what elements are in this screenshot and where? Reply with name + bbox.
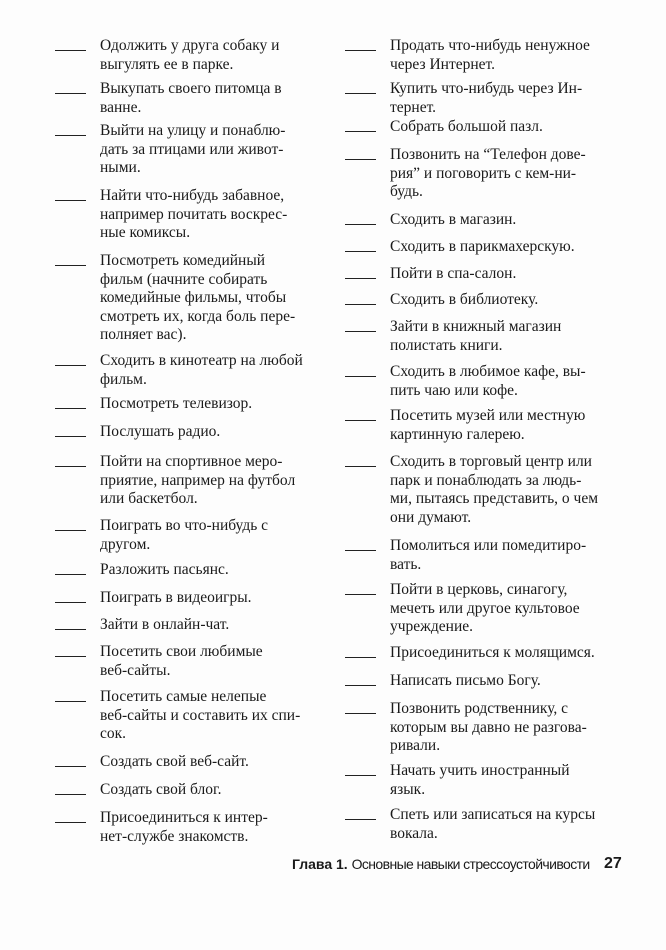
answer-blank[interactable] [345, 819, 376, 820]
item-text-line: Сходить в торговый центр или [390, 453, 592, 470]
answer-blank[interactable] [345, 657, 376, 658]
item-text-line: другом. [100, 535, 151, 553]
item-text-line: Сходить в магазин. [390, 211, 517, 228]
checklist-item [100, 561, 229, 580]
checklist-item [100, 80, 282, 117]
item-text-line: Пойти в спа-салон. [390, 265, 517, 282]
checklist-item [100, 616, 229, 635]
page-number: 27 [604, 855, 622, 872]
checklist-item [390, 762, 570, 799]
item-text-line: будь. [390, 183, 423, 201]
item-text-line: парк и понаблюдать за людь- [390, 471, 582, 489]
item-text-line: Создать свой блог. [100, 781, 222, 798]
answer-blank[interactable] [55, 701, 86, 702]
item-text-line: Присоединиться к интер- [100, 809, 268, 826]
item-text-line: Написать письмо Богу. [390, 672, 541, 689]
answer-blank[interactable] [55, 408, 86, 409]
item-text-line: фильм (начните собирать [100, 270, 268, 288]
checklist-item [390, 238, 575, 257]
answer-blank[interactable] [345, 685, 376, 686]
item-text-line: мечеть или другое культовое [390, 599, 580, 617]
item-text-line: сок. [100, 725, 127, 743]
checklist-item [100, 252, 295, 345]
answer-blank[interactable] [55, 574, 86, 575]
item-text-line: нет-службе знакомств. [100, 827, 249, 845]
answer-blank[interactable] [345, 376, 376, 377]
item-text-line: Зайти в книжный магазин [390, 318, 562, 335]
checklist-item [390, 80, 582, 117]
item-text-line: учреждение. [390, 618, 473, 636]
answer-blank[interactable] [345, 278, 376, 279]
item-text-line: смотреть их, когда боль пере- [100, 307, 296, 325]
answer-blank[interactable] [55, 822, 86, 823]
item-text-line: комедийные фильмы, чтобы [100, 289, 287, 307]
item-text-line: веб-сайты. [100, 661, 171, 679]
item-text-line: Поиграть в видеоигры. [100, 589, 252, 606]
item-text-line: приятие, например на футбол [100, 471, 296, 489]
checklist-item [390, 806, 595, 843]
answer-blank[interactable] [345, 93, 376, 94]
item-text-line: которым вы давно не разгова- [390, 718, 587, 736]
answer-blank[interactable] [55, 466, 86, 467]
item-text-line: они думают. [390, 508, 472, 526]
answer-blank[interactable] [55, 365, 86, 366]
item-text-line: через Интернет. [390, 55, 496, 73]
checklist-item [390, 146, 586, 202]
checklist-item [100, 352, 303, 389]
checklist-item [100, 688, 300, 744]
answer-blank[interactable] [55, 794, 86, 795]
answer-blank[interactable] [55, 602, 86, 603]
checklist-item [100, 643, 263, 680]
item-text-line: Собрать большой пазл. [390, 118, 543, 135]
item-text-line: Посетить самые нелепые [100, 688, 267, 705]
page-footer [292, 856, 622, 872]
checklist-item [390, 363, 586, 400]
item-text-line: Посмотреть комедийный [100, 252, 266, 269]
item-text-line: вокала. [390, 824, 438, 842]
item-text-line: язык. [390, 780, 426, 798]
item-text-line: ные комиксы. [100, 224, 191, 242]
checklist-item [390, 407, 585, 444]
checklist-item [390, 318, 561, 355]
answer-blank[interactable] [55, 656, 86, 657]
item-text-line: ванне. [100, 98, 142, 116]
item-text-line: ными. [100, 159, 141, 177]
item-text-line: Выйти на улицу и понаблю- [100, 122, 286, 139]
answer-blank[interactable] [345, 594, 376, 595]
answer-blank[interactable] [55, 200, 86, 201]
item-text-line: Спеть или записаться на курсы [390, 806, 596, 823]
answer-blank[interactable] [345, 466, 376, 467]
chapter-label: Глава 1. [292, 856, 348, 872]
checklist-item [100, 589, 252, 608]
item-text-line: Помолиться или помедитиро- [390, 537, 587, 554]
item-text-line: Сходить в любимое кафе, вы- [390, 363, 586, 380]
answer-blank[interactable] [55, 50, 86, 51]
item-text-line: Посмотреть телевизор. [100, 395, 253, 412]
answer-blank[interactable] [55, 265, 86, 266]
item-text-line: полняет вас). [100, 326, 187, 344]
item-text-line: дать за птицами или живот- [100, 140, 284, 158]
checklist-item [100, 517, 268, 554]
item-text-line: Посетить свои любимые [100, 643, 263, 660]
answer-blank[interactable] [55, 530, 86, 531]
item-text-line: Посетить музей или местную [390, 407, 586, 424]
item-text-line: Сходить в библиотеку. [390, 291, 539, 308]
checklist-item [100, 781, 222, 800]
item-text-line: ми, пытаясь представить, о чем [390, 490, 599, 508]
item-text-line: Пойти в церковь, синагогу, [390, 581, 568, 598]
item-text-line: Пойти на спортивное меро- [100, 453, 283, 470]
item-text-line: Начать учить иностранный [390, 762, 570, 779]
item-text-line: Присоединиться к молящимся. [390, 644, 595, 661]
answer-blank[interactable] [345, 159, 376, 160]
item-text-line: веб-сайты и составить их спи- [100, 706, 301, 724]
checklist-item [390, 265, 516, 284]
item-text-line: картинную галерею. [390, 425, 525, 443]
item-text-line: вать. [390, 555, 422, 573]
item-text-line: Одолжить у друга собаку и [100, 37, 280, 54]
item-text-line: Разложить пасьянс. [100, 561, 229, 578]
item-text-line: ривали. [390, 737, 441, 755]
checklist-item [100, 753, 249, 772]
item-text-line: Выкупать своего питомца в [100, 80, 282, 97]
item-text-line: Зайти в онлайн-чат. [100, 616, 230, 633]
answer-blank[interactable] [345, 713, 376, 714]
answer-blank[interactable] [55, 436, 86, 437]
item-text-line: Купить что-нибудь через Ин- [390, 80, 583, 97]
checklist-item [390, 537, 586, 574]
checklist-item [100, 122, 285, 178]
item-text-line: Послушать радио. [100, 423, 221, 440]
answer-blank[interactable] [55, 629, 86, 630]
answer-blank[interactable] [345, 775, 376, 776]
item-text-line: Найти что-нибудь забавное, [100, 187, 285, 204]
checklist-item [100, 423, 220, 442]
chapter-title: Основные навыки стрессоустойчивости [351, 856, 590, 872]
item-text-line: полистать книги. [390, 336, 503, 354]
checklist-item [100, 37, 279, 74]
answer-blank[interactable] [345, 304, 376, 305]
checklist-item [390, 700, 587, 756]
item-text-line: рия” и поговорить с кем-ни- [390, 164, 577, 182]
item-text-line: фильм. [100, 370, 147, 388]
item-text-line: Поиграть во что-нибудь с [100, 517, 269, 534]
checklist-item [100, 453, 295, 509]
checklist-item [390, 672, 541, 691]
checklist-item [100, 395, 252, 414]
item-text-line: Сходить в кинотеатр на любой [100, 352, 303, 369]
item-text-line: Позвонить родственнику, с [390, 700, 569, 717]
checklist-item [390, 37, 590, 74]
item-text-line: Создать свой веб-сайт. [100, 753, 249, 770]
answer-blank[interactable] [55, 766, 86, 767]
item-text-line: например почитать воскрес- [100, 205, 288, 223]
item-text-line: Позвонить на “Телефон дове- [390, 146, 586, 163]
checklist-item [100, 809, 268, 846]
answer-blank[interactable] [345, 420, 376, 421]
item-text-line: пить чаю или кофе. [390, 381, 518, 399]
answer-blank[interactable] [345, 131, 376, 132]
answer-blank[interactable] [345, 224, 376, 225]
item-text-line: тернет. [390, 98, 437, 116]
checklist-item [390, 644, 595, 663]
checklist-item [390, 453, 598, 527]
answer-blank[interactable] [55, 93, 86, 94]
checklist-item [100, 187, 287, 243]
answer-blank[interactable] [55, 135, 86, 136]
checklist-item [390, 291, 538, 310]
answer-blank[interactable] [345, 50, 376, 51]
answer-blank[interactable] [345, 251, 376, 252]
item-text-line: Сходить в парикмахерскую. [390, 238, 575, 255]
item-text-line: Продать что-нибудь ненужное [390, 37, 590, 54]
item-text-line: выгулять ее в парке. [100, 55, 234, 73]
item-text-line: или баскетбол. [100, 490, 198, 508]
checklist-item [390, 211, 516, 230]
checklist-item [390, 581, 580, 637]
answer-blank[interactable] [345, 331, 376, 332]
answer-blank[interactable] [345, 550, 376, 551]
checklist-item [390, 118, 543, 137]
